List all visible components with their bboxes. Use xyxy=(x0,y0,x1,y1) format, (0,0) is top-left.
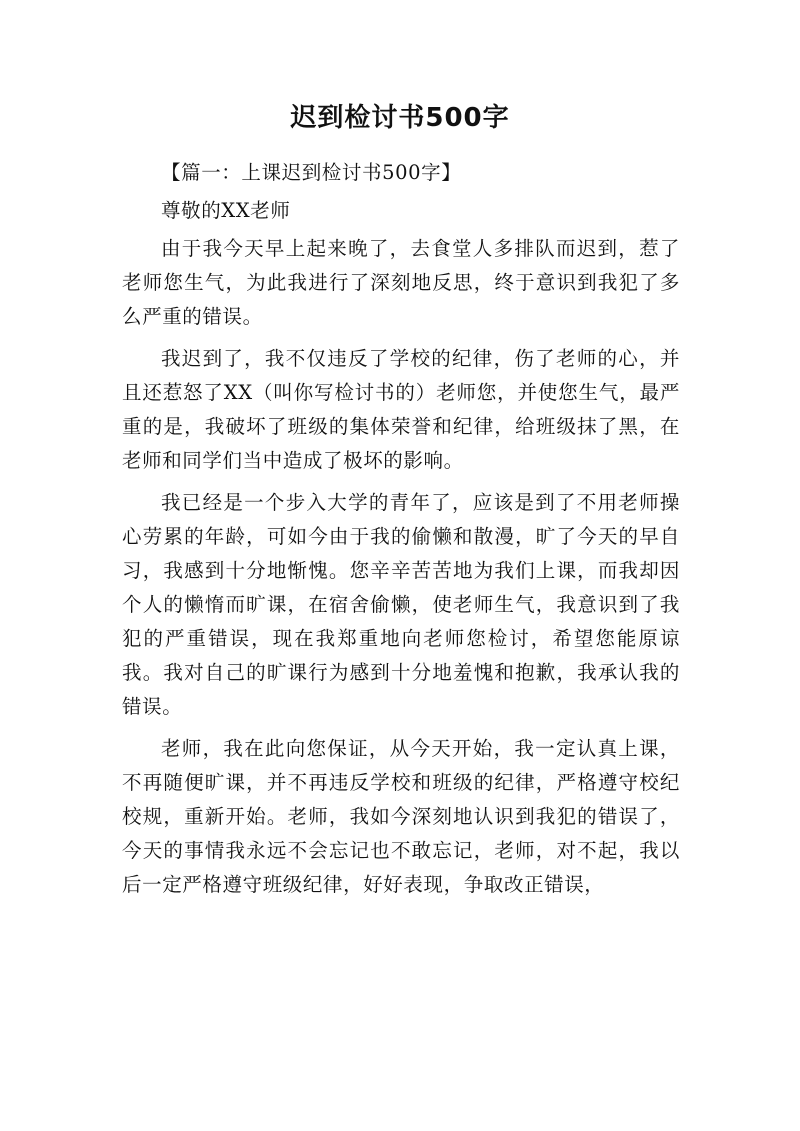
document-title: 迟到检讨书500字 xyxy=(290,103,510,133)
paragraph-1: 由于我今天早上起来晚了，去食堂人多排队而迟到，惹了老师您生气，为此我进行了深刻地反思，终于意识到我犯了多么严重的错误。 xyxy=(122,237,680,328)
document-body xyxy=(122,156,680,910)
salutation: 尊敬的XX老师 xyxy=(161,199,291,222)
paragraph-4: 老师，我在此向您保证，从今天开始，我一定认真上课，不再随便旷课，并不再违反学校和班级的纪律，严格遵守校纪校规，重新开始。老师，我如今深刻地认识到我犯的错误了，今天的事情我永远不会忘记也不敢忘记，老师，对不起，我以后一定严格遵守班级纪律，好好表现，争取改正错误， xyxy=(122,737,680,896)
section-heading: 【篇一：上课迟到检讨书500字】 xyxy=(161,161,462,184)
paragraph-3: 我已经是一个步入大学的青年了，应该是到了不用老师操心劳累的年龄，可如今由于我的偷懒和散漫，旷了今天的早自习，我感到十分地惭愧。您辛辛苦苦地为我们上课，而我却因个人的懒惰而旷课，在宿舍偷懒，使老师生气，我意识到了我犯的严重错误，现在我郑重地向老师您检讨，希望您能原谅我。我对自己的旷课行为感到十分地羞愧和抱歉，我承认我的错误。 xyxy=(122,491,680,718)
paragraph-2: 我迟到了，我不仅违反了学校的纪律，伤了老师的心，并且还惹怒了XX（叫你写检讨书的）老师您，并使您生气，最严重的是，我破坏了班级的集体荣誉和纪律，给班级抹了黑，在老师和同学们当中造成了极坏的影响。 xyxy=(122,347,680,472)
